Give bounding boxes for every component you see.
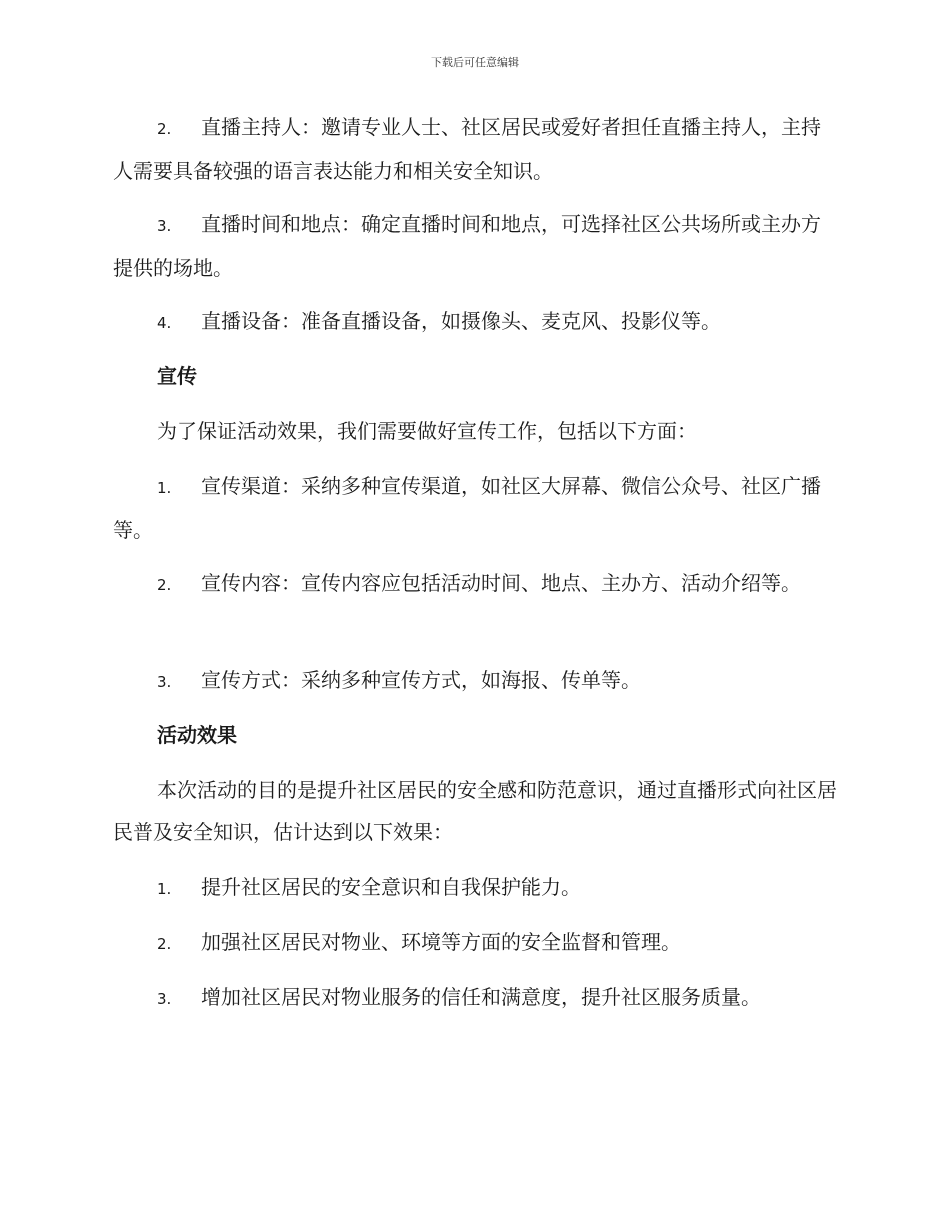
list-number: 3. [157,217,172,235]
list-number: 1. [157,880,172,898]
list-number: 2. [157,576,172,594]
list-text: 增加社区居民对物业服务的信任和满意度，提升社区服务质量。 [201,985,761,1009]
list-item [113,976,837,1020]
section-heading-promo: 宣传 [157,364,197,388]
list-item [113,562,837,606]
list-text: 宣传渠道：采纳多种宣传渠道，如社区大屏幕、微信公众号、社区广播等。 [113,474,821,542]
list-item [113,106,837,192]
section-intro-effect: 本次活动的目的是提升社区居民的安全感和防范意识，通过直播形式向社区居民普及安全知识，估计达到以下效果： [113,778,837,844]
list-number: 3. [157,990,172,1008]
list-item [113,921,837,965]
section-intro-promo: 为了保证活动效果，我们需要做好宣传工作，包括以下方面： [157,419,697,443]
page-header: 下载后可任意编辑 [431,56,519,69]
list-item [113,659,837,703]
list-item [113,465,837,551]
list-number: 2. [157,935,172,953]
list-text: 直播主持人：邀请专业人士、社区居民或爱好者担任直播主持人，主持人需要具备较强的语言表达能力和相关安全知识。 [113,115,821,183]
list-text: 提升社区居民的安全意识和自我保护能力。 [201,875,581,899]
list-text: 直播设备：准备直播设备，如摄像头、麦克风、投影仪等。 [201,309,721,333]
section-heading-effect: 活动效果 [157,723,237,747]
list-text: 宣传方式：采纳多种宣传方式，如海报、传单等。 [201,668,641,692]
list-number: 1. [157,479,172,497]
list-item [113,203,837,289]
list-item [113,300,837,344]
list-item [113,866,837,910]
list-number: 2. [157,120,172,138]
list-text: 直播时间和地点：确定直播时间和地点，可选择社区公共场所或主办方提供的场地。 [113,212,821,280]
list-text: 宣传内容：宣传内容应包括活动时间、地点、主办方、活动介绍等。 [201,571,801,595]
list-number: 3. [157,673,172,691]
list-number: 4. [157,314,172,332]
list-text: 加强社区居民对物业、环境等方面的安全监督和管理。 [201,930,681,954]
